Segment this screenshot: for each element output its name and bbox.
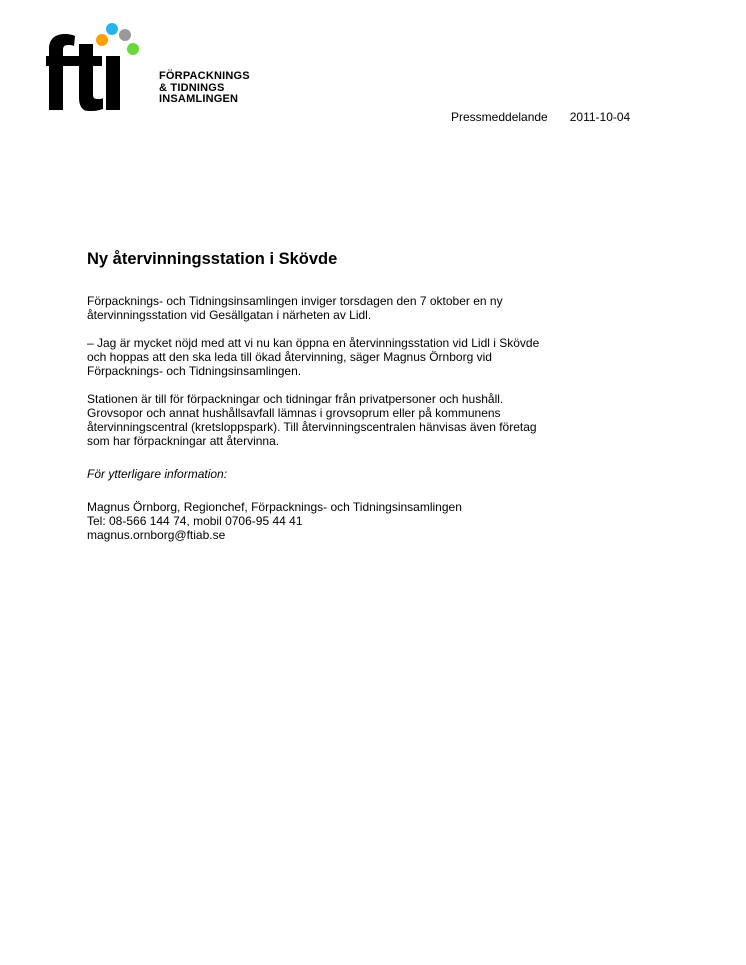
more-info-label: För ytterligare information: [87,467,228,481]
article-paragraph [87,336,667,378]
contact-phone: Tel: 08-566 144 74, mobil 0706-95 44 41 [87,514,303,528]
logo-letter-f [46,34,75,110]
paragraph-line: som har förpackningar att återvinna. [87,434,280,448]
article-paragraph [87,294,667,322]
logo-dot-green [127,43,139,55]
contact-block [87,500,667,542]
contact-name: Magnus Örnborg, Regionchef, Förpacknings- och Tidningsinsamlingen [87,500,462,514]
paragraph-line: Förpacknings- och Tidningsinsamlingen inviger torsdagen den 7 oktober en ny [87,294,503,308]
fti-logo [46,22,286,122]
article [87,249,667,556]
paragraph-line: – Jag är mycket nöjd med att vi nu kan öppna en återvinningsstation vid Lidl i Skövde [87,336,540,350]
logo-text-line: INSAMLINGEN [159,93,239,105]
logo-dot-gray [119,29,131,41]
logo-text [159,71,250,106]
fti-logo-mark [46,22,146,114]
logo-text-line: & TIDNINGS [159,81,225,94]
press-header [451,110,630,124]
press-date: 2011-10-04 [569,110,631,124]
contact-email: magnus.ornborg@ftiab.se [87,528,226,542]
logo-dot-orange [96,34,108,46]
press-label: Pressmeddelande [451,110,548,124]
logo-text-line: FÖRPACKNINGS [159,70,250,82]
paragraph-line: Förpacknings- och Tidningsinsamlingen. [87,364,302,378]
paragraph-line: Stationen är till för förpackningar och tidningar från privatpersoner och hushåll. [87,392,504,406]
paragraph-line: och hoppas att den ska leda till ökad återvinning, säger Magnus Örnborg vid [87,350,492,364]
article-paragraph [87,392,667,448]
logo-dot-blue [106,23,118,35]
paragraph-line: återvinningscentral (kretsloppspark). Till återvinningscentralen hänvisas även företag [87,420,537,434]
paragraph-line: återvinningsstation vid Gesällgatan i närheten av Lidl. [87,308,372,322]
logo-letter-t [74,44,103,111]
article-title: Ny återvinningsstation i Skövde [87,250,338,268]
paragraph-line: Grovsopor och annat hushållsavfall lämnas i grovsoprum eller på kommunens [87,406,501,420]
logo-letter-i [106,56,120,110]
